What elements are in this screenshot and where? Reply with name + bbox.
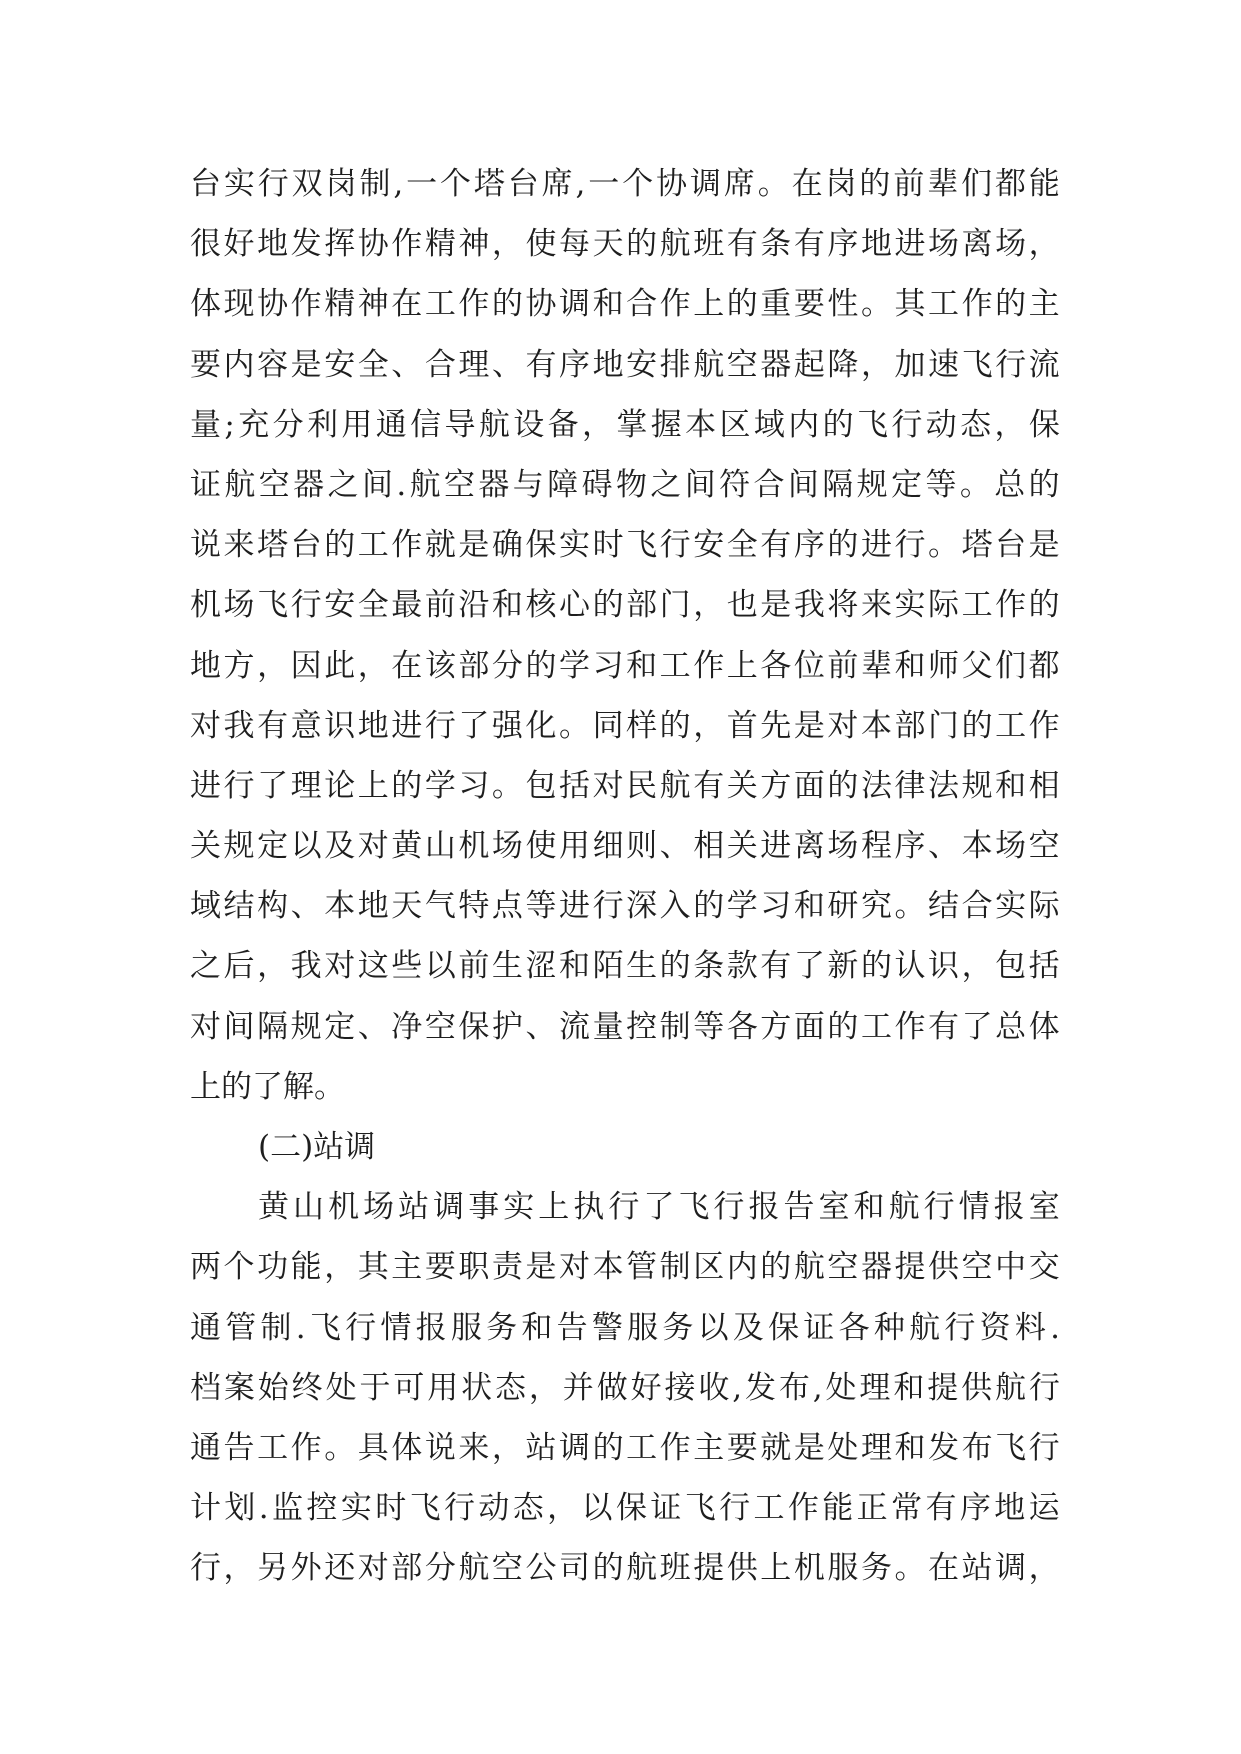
text-line: 说 来 塔 台 的 工 作 就 是 确 保 实 时 飞 行 安 全 有 序 的 进 行 。 塔 台 是 [190,527,1060,564]
text-line: 台 实 行 双 岗 制 , 一 个 塔 台 席 , 一 个 协 调 席 。 在 岗 的 前 辈 们 都 能 [190,166,1060,202]
text-line: 进 行 了 理 论 上 的 学 习 。 包 括 对 民 航 有 关 方 面 的 法 律 法 规 和 相 [190,767,1060,804]
text-line: 证 航 空 器 之 间 . 航 空 器 与 障 碍 物 之 间 符 合 间 隔 规 定 等 。 总 的 [190,466,1060,503]
text-line: 之 后 ， 我 对 这 些 以 前 生 涩 和 陌 生 的 条 款 有 了 新 的 认 识 ， 包 括 [190,948,1060,985]
body-text [190,154,1060,1599]
text-line: 域 结 构 、 本 地 天 气 特 点 等 进 行 深 入 的 学 习 和 研 究 。 结 合 实 际 [190,888,1060,925]
text-line: 很 好 地 发 挥 协 作 精 神 ， 使 每 天 的 航 班 有 条 有 序 地 进 场 离 场 ， [190,226,1060,263]
text-line: 机 场 飞 行 安 全 最 前 沿 和 核 心 的 部 门 ， 也 是 我 将 来 实 际 工 作 的 [190,587,1060,624]
text-line: 通 管 制 . 飞 行 情 报 服 务 和 告 警 服 务 以 及 保 证 各 种 航 行 资 料 . [190,1309,1060,1346]
section-heading: (二)站调 [258,1129,376,1165]
text-line: 体 现 协 作 精 神 在 工 作 的 协 调 和 合 作 上 的 重 要 性 。 其 工 作 的 主 [190,286,1060,323]
text-line: 量 ; 充 分 利 用 通 信 导 航 设 备 ， 掌 握 本 区 域 内 的 飞 行 动 态 ， 保 [190,406,1060,443]
text-line: 两 个 功 能 ， 其 主 要 职 责 是 对 本 管 制 区 内 的 航 空 器 提 供 空 中 交 [190,1249,1060,1286]
text-line: 行 ， 另 外 还 对 部 分 航 空 公 司 的 航 班 提 供 上 机 服 务 。 在 站 调 ， [190,1550,1060,1587]
text-line: 地 方 ， 因 此 ， 在 该 部 分 的 学 习 和 工 作 上 各 位 前 辈 和 师 父 们 都 [190,647,1060,684]
text-line: 对 间 隔 规 定 、 净 空 保 护 、 流 量 控 制 等 各 方 面 的 工 作 有 了 总 体 [190,1008,1060,1045]
paragraph-first-line: 黄 山 机 场 站 调 事 实 上 执 行 了 飞 行 报 告 室 和 航 行 情 报 室 [258,1189,1060,1226]
text-line-last: 上的了解。 [190,1068,345,1105]
text-line: 通 告 工 作 。 具 体 说 来 ， 站 调 的 工 作 主 要 就 是 处 理 和 发 布 飞 行 [190,1429,1060,1466]
text-line: 要 内 容 是 安 全 、 合 理 、 有 序 地 安 排 航 空 器 起 降 ， 加 速 飞 行 流 [190,346,1060,383]
text-line: 档 案 始 终 处 于 可 用 状 态 ， 并 做 好 接 收 , 发 布 , 处 理 和 提 供 航 行 [190,1369,1060,1406]
text-line: 计 划 . 监 控 实 时 飞 行 动 态 ， 以 保 证 飞 行 工 作 能 正 常 有 序 地 运 [190,1490,1060,1527]
text-line: 关 规 定 以 及 对 黄 山 机 场 使 用 细 则 、 相 关 进 离 场 程 序 、 本 场 空 [190,828,1060,865]
text-line: 对 我 有 意 识 地 进 行 了 强 化 。 同 样 的 ， 首 先 是 对 本 部 门 的 工 作 [190,707,1060,744]
